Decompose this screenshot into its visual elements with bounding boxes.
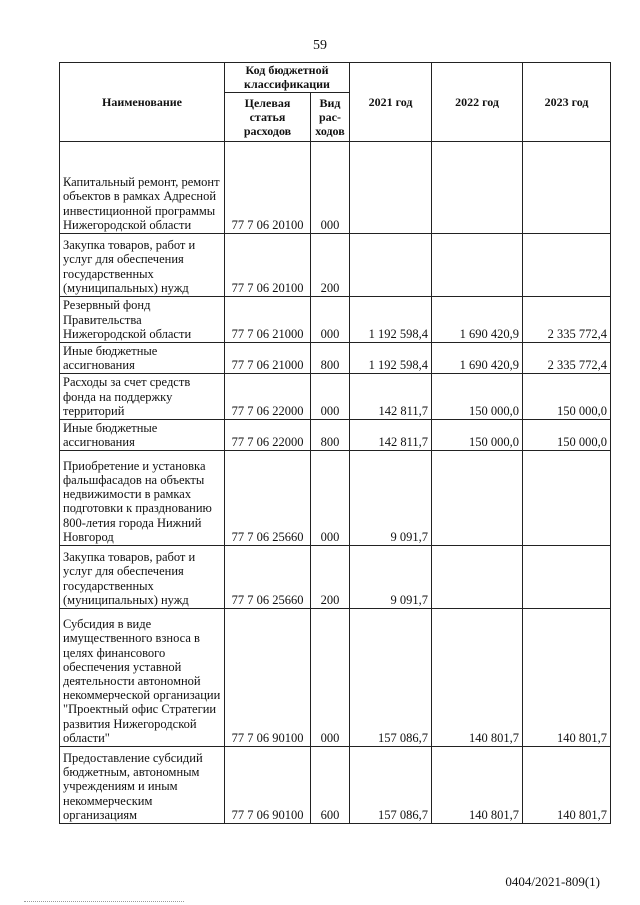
row-kind: 000 <box>311 142 350 234</box>
header-expense-kind: Вид рас-ходов <box>311 93 350 142</box>
row-name: Иные бюджетные ассигнования <box>60 420 225 451</box>
footer-divider <box>24 901 184 902</box>
row-value-2023: 150 000,0 <box>523 374 611 420</box>
row-code: 77 7 06 25660 <box>225 451 311 546</box>
row-name: Закупка товаров, работ и услуг для обеспечения государственных (муниципальных) нужд <box>60 546 225 609</box>
row-name: Закупка товаров, работ и услуг для обеспечения государственных (муниципальных) нужд <box>60 234 225 297</box>
table-row <box>60 420 611 451</box>
row-code: 77 7 06 21000 <box>225 343 311 374</box>
row-value-2021: 1 192 598,4 <box>350 297 432 343</box>
row-code: 77 7 06 22000 <box>225 420 311 451</box>
row-kind: 000 <box>311 451 350 546</box>
table-row <box>60 142 611 234</box>
row-value-2021: 157 086,7 <box>350 747 432 824</box>
row-code: 77 7 06 22000 <box>225 374 311 420</box>
row-value-2023: 140 801,7 <box>523 609 611 747</box>
row-value-2023 <box>523 234 611 297</box>
row-value-2022 <box>432 234 523 297</box>
row-value-2022: 150 000,0 <box>432 420 523 451</box>
table-row <box>60 609 611 747</box>
row-kind: 600 <box>311 747 350 824</box>
row-value-2021: 142 811,7 <box>350 420 432 451</box>
table-row <box>60 747 611 824</box>
table-row <box>60 297 611 343</box>
row-value-2023: 2 335 772,4 <box>523 297 611 343</box>
header-year-2023: 2023 год <box>523 63 611 142</box>
row-value-2022 <box>432 142 523 234</box>
row-value-2022 <box>432 451 523 546</box>
row-code: 77 7 06 90100 <box>225 609 311 747</box>
row-value-2022: 150 000,0 <box>432 374 523 420</box>
row-value-2021: 9 091,7 <box>350 451 432 546</box>
row-name: Предоставление субсидий бюджетным, автономным учреждениям и иным некоммерческим организациям <box>60 747 225 824</box>
row-value-2023: 150 000,0 <box>523 420 611 451</box>
page-number: 59 <box>313 38 327 53</box>
row-value-2023 <box>523 546 611 609</box>
row-kind: 800 <box>311 343 350 374</box>
table-row <box>60 343 611 374</box>
row-kind: 200 <box>311 546 350 609</box>
row-name: Расходы за счет средств фонда на поддержку территорий <box>60 374 225 420</box>
table-row <box>60 546 611 609</box>
row-kind: 000 <box>311 297 350 343</box>
row-value-2023 <box>523 142 611 234</box>
row-kind: 200 <box>311 234 350 297</box>
row-name: Приобретение и установка фальшфасадов на объекты недвижимости в рамках подготовки к празднованию 800-летия города Нижний Новгород <box>60 451 225 546</box>
row-code: 77 7 06 20100 <box>225 142 311 234</box>
row-kind: 000 <box>311 609 350 747</box>
row-value-2021: 1 192 598,4 <box>350 343 432 374</box>
header-budget-code: Код бюджетной классификации <box>225 63 350 93</box>
row-value-2022: 1 690 420,9 <box>432 343 523 374</box>
table-row <box>60 234 611 297</box>
row-code: 77 7 06 20100 <box>225 234 311 297</box>
row-name: Резервный фонд Правительства Нижегородской области <box>60 297 225 343</box>
row-value-2023: 2 335 772,4 <box>523 343 611 374</box>
header-year-2021: 2021 год <box>350 63 432 142</box>
header-name: Наименование <box>60 63 225 142</box>
table-row <box>60 451 611 546</box>
row-value-2022: 140 801,7 <box>432 747 523 824</box>
row-value-2022 <box>432 546 523 609</box>
row-code: 77 7 06 90100 <box>225 747 311 824</box>
row-value-2022: 1 690 420,9 <box>432 297 523 343</box>
row-kind: 800 <box>311 420 350 451</box>
budget-table <box>59 62 611 824</box>
row-code: 77 7 06 21000 <box>225 297 311 343</box>
row-code: 77 7 06 25660 <box>225 546 311 609</box>
document-number: 0404/2021-809(1) <box>505 874 600 889</box>
row-name: Иные бюджетные ассигнования <box>60 343 225 374</box>
row-name: Субсидия в виде имущественного взноса в целях финансового обеспечения уставной деятельности автономной некоммерческой организации "Проектный офис Стратегии развития Нижегородской области" <box>60 609 225 747</box>
row-value-2021: 9 091,7 <box>350 546 432 609</box>
row-value-2021: 157 086,7 <box>350 609 432 747</box>
row-value-2021: 142 811,7 <box>350 374 432 420</box>
table-row <box>60 374 611 420</box>
row-value-2023 <box>523 451 611 546</box>
header-target-article: Целевая статья расходов <box>225 93 311 142</box>
row-value-2023: 140 801,7 <box>523 747 611 824</box>
row-name: Капитальный ремонт, ремонт объектов в рамках Адресной инвестиционной программы Нижегородской области <box>60 142 225 234</box>
row-value-2021 <box>350 142 432 234</box>
row-value-2022: 140 801,7 <box>432 609 523 747</box>
row-kind: 000 <box>311 374 350 420</box>
header-year-2022: 2022 год <box>432 63 523 142</box>
row-value-2021 <box>350 234 432 297</box>
